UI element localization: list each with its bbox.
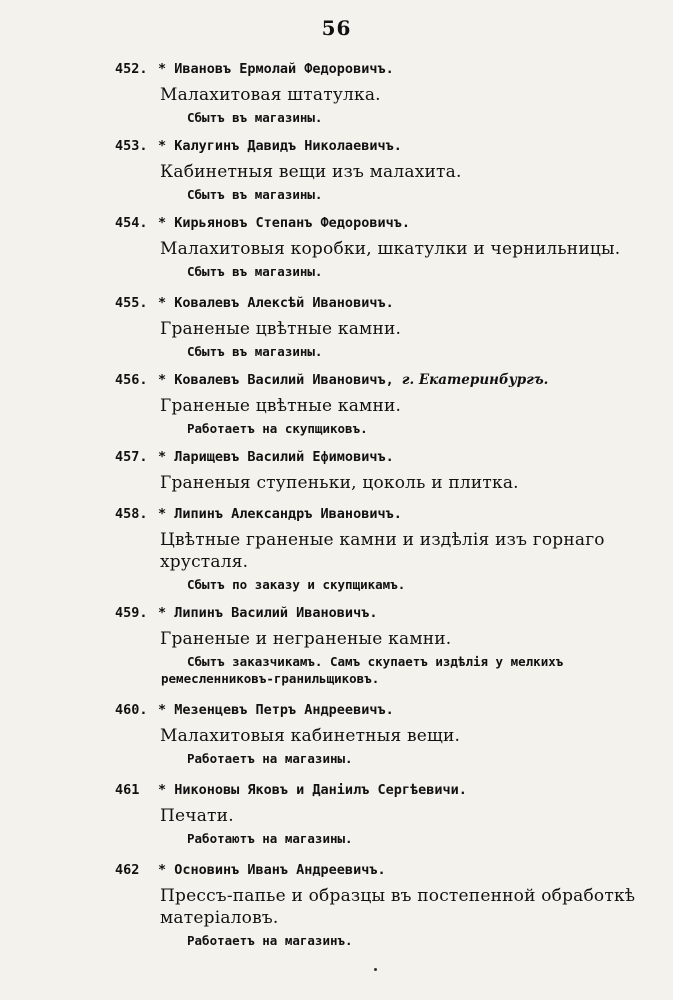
entry-name: * Никоновы Яковъ и Даніилъ Сергѣевичи. xyxy=(158,782,467,798)
entry-name: * Мезенцевъ Петръ Андреевичъ. xyxy=(158,702,394,718)
entry-heading xyxy=(115,781,655,799)
entry-name: * Ивановъ Ермолай Федоровичъ. xyxy=(158,61,394,77)
entry xyxy=(115,60,655,126)
entry xyxy=(115,505,655,593)
entry-heading xyxy=(115,137,655,155)
entry xyxy=(115,294,655,360)
entry-number: 461 xyxy=(115,782,140,798)
entry-number: 453. xyxy=(115,138,148,154)
entry-note: Сбытъ въ магазины. xyxy=(187,187,323,202)
entry xyxy=(115,448,655,494)
entry-title: Граненые и неграненые камни. xyxy=(160,629,452,649)
entry-note: Сбытъ въ магазины. xyxy=(187,110,323,125)
entry-heading xyxy=(115,701,655,719)
entry-list xyxy=(115,60,655,949)
entry-note: Работаетъ на скупщиковъ. xyxy=(187,421,368,436)
page-number: 56 xyxy=(321,16,352,40)
entry-title: Граненыя ступеньки, цоколь и плитка. xyxy=(160,473,519,493)
entry-number: 459. xyxy=(115,605,148,621)
entry-title: Малахитовыя коробки, шкатулки и чернильницы. xyxy=(160,239,621,259)
entry-title: Прессъ-папье и образцы въ постепенной обработкѣ матеріаловъ. xyxy=(160,886,636,928)
entry-heading xyxy=(115,861,655,879)
entry-heading xyxy=(115,604,655,622)
entry xyxy=(115,214,655,280)
entry-title: Малахитовая штатулка. xyxy=(160,85,381,105)
entry-title: Кабинетныя вещи изъ малахита. xyxy=(160,162,462,182)
entry-note: Работаетъ на магазины. xyxy=(187,751,353,766)
entry-heading xyxy=(115,294,655,312)
entry-note xyxy=(161,653,655,687)
entry-title: Граненые цвѣтные камни. xyxy=(160,396,402,416)
entry-number: 460. xyxy=(115,702,148,718)
entry-location: г. Екатеринбургъ. xyxy=(401,372,549,388)
entry-title: Малахитовыя кабинетныя вещи. xyxy=(160,726,461,746)
entry-title: Печати. xyxy=(160,806,234,826)
entry-number: 455. xyxy=(115,295,148,311)
entry-number: 457. xyxy=(115,449,148,465)
entry-heading xyxy=(115,371,655,389)
entry xyxy=(115,701,655,767)
entry-number: 458. xyxy=(115,506,148,522)
entry-name: * Основинъ Иванъ Андреевичъ. xyxy=(158,862,386,878)
entry-name: * Калугинъ Давидъ Николаевичъ. xyxy=(158,138,402,154)
entry-name: * Ковалевъ Василий Ивановичъ, xyxy=(158,372,394,388)
entry-note: Сбытъ въ магазины. xyxy=(187,344,323,359)
entry-number: 456. xyxy=(115,372,148,388)
entry-name: * Липинъ Александръ Ивановичъ. xyxy=(158,506,402,522)
ink-dot xyxy=(374,968,377,971)
entry-note-line: Сбытъ заказчикамъ. Самъ скупаетъ издѣлія у мелкихъ xyxy=(187,654,564,669)
entry xyxy=(115,861,655,949)
entry xyxy=(115,371,655,437)
entry-note: Сбытъ въ магазины. xyxy=(187,264,323,279)
entry xyxy=(115,137,655,203)
entry-name: * Кирьяновъ Степанъ Федоровичъ. xyxy=(158,215,410,231)
entry xyxy=(115,604,655,687)
entry-note: Сбытъ по заказу и скупщикамъ. xyxy=(187,577,406,592)
entry-note-continuation: ремесленниковъ-гранильщиковъ. xyxy=(161,671,380,686)
entry-title: Граненые цвѣтные камни. xyxy=(160,319,402,339)
entry-title: Цвѣтные граненые камни и издѣлія изъ горнаго хрусталя. xyxy=(160,530,605,572)
entry-number: 462 xyxy=(115,862,140,878)
entry-number: 454. xyxy=(115,215,148,231)
entry-heading xyxy=(115,505,655,523)
entry-heading xyxy=(115,448,655,466)
entry-note: Работаетъ на магазинъ. xyxy=(187,933,353,948)
entry-name: * Ларищевъ Василий Ефимовичъ. xyxy=(158,449,394,465)
entry-name: * Липинъ Василий Ивановичъ. xyxy=(158,605,378,621)
entry-name: * Ковалевъ Алексѣй Ивановичъ. xyxy=(158,295,394,311)
entry-number: 452. xyxy=(115,61,148,77)
entry-heading xyxy=(115,60,655,78)
entry-heading xyxy=(115,214,655,232)
entry-note: Работаютъ на магазины. xyxy=(187,831,353,846)
entry xyxy=(115,781,655,847)
